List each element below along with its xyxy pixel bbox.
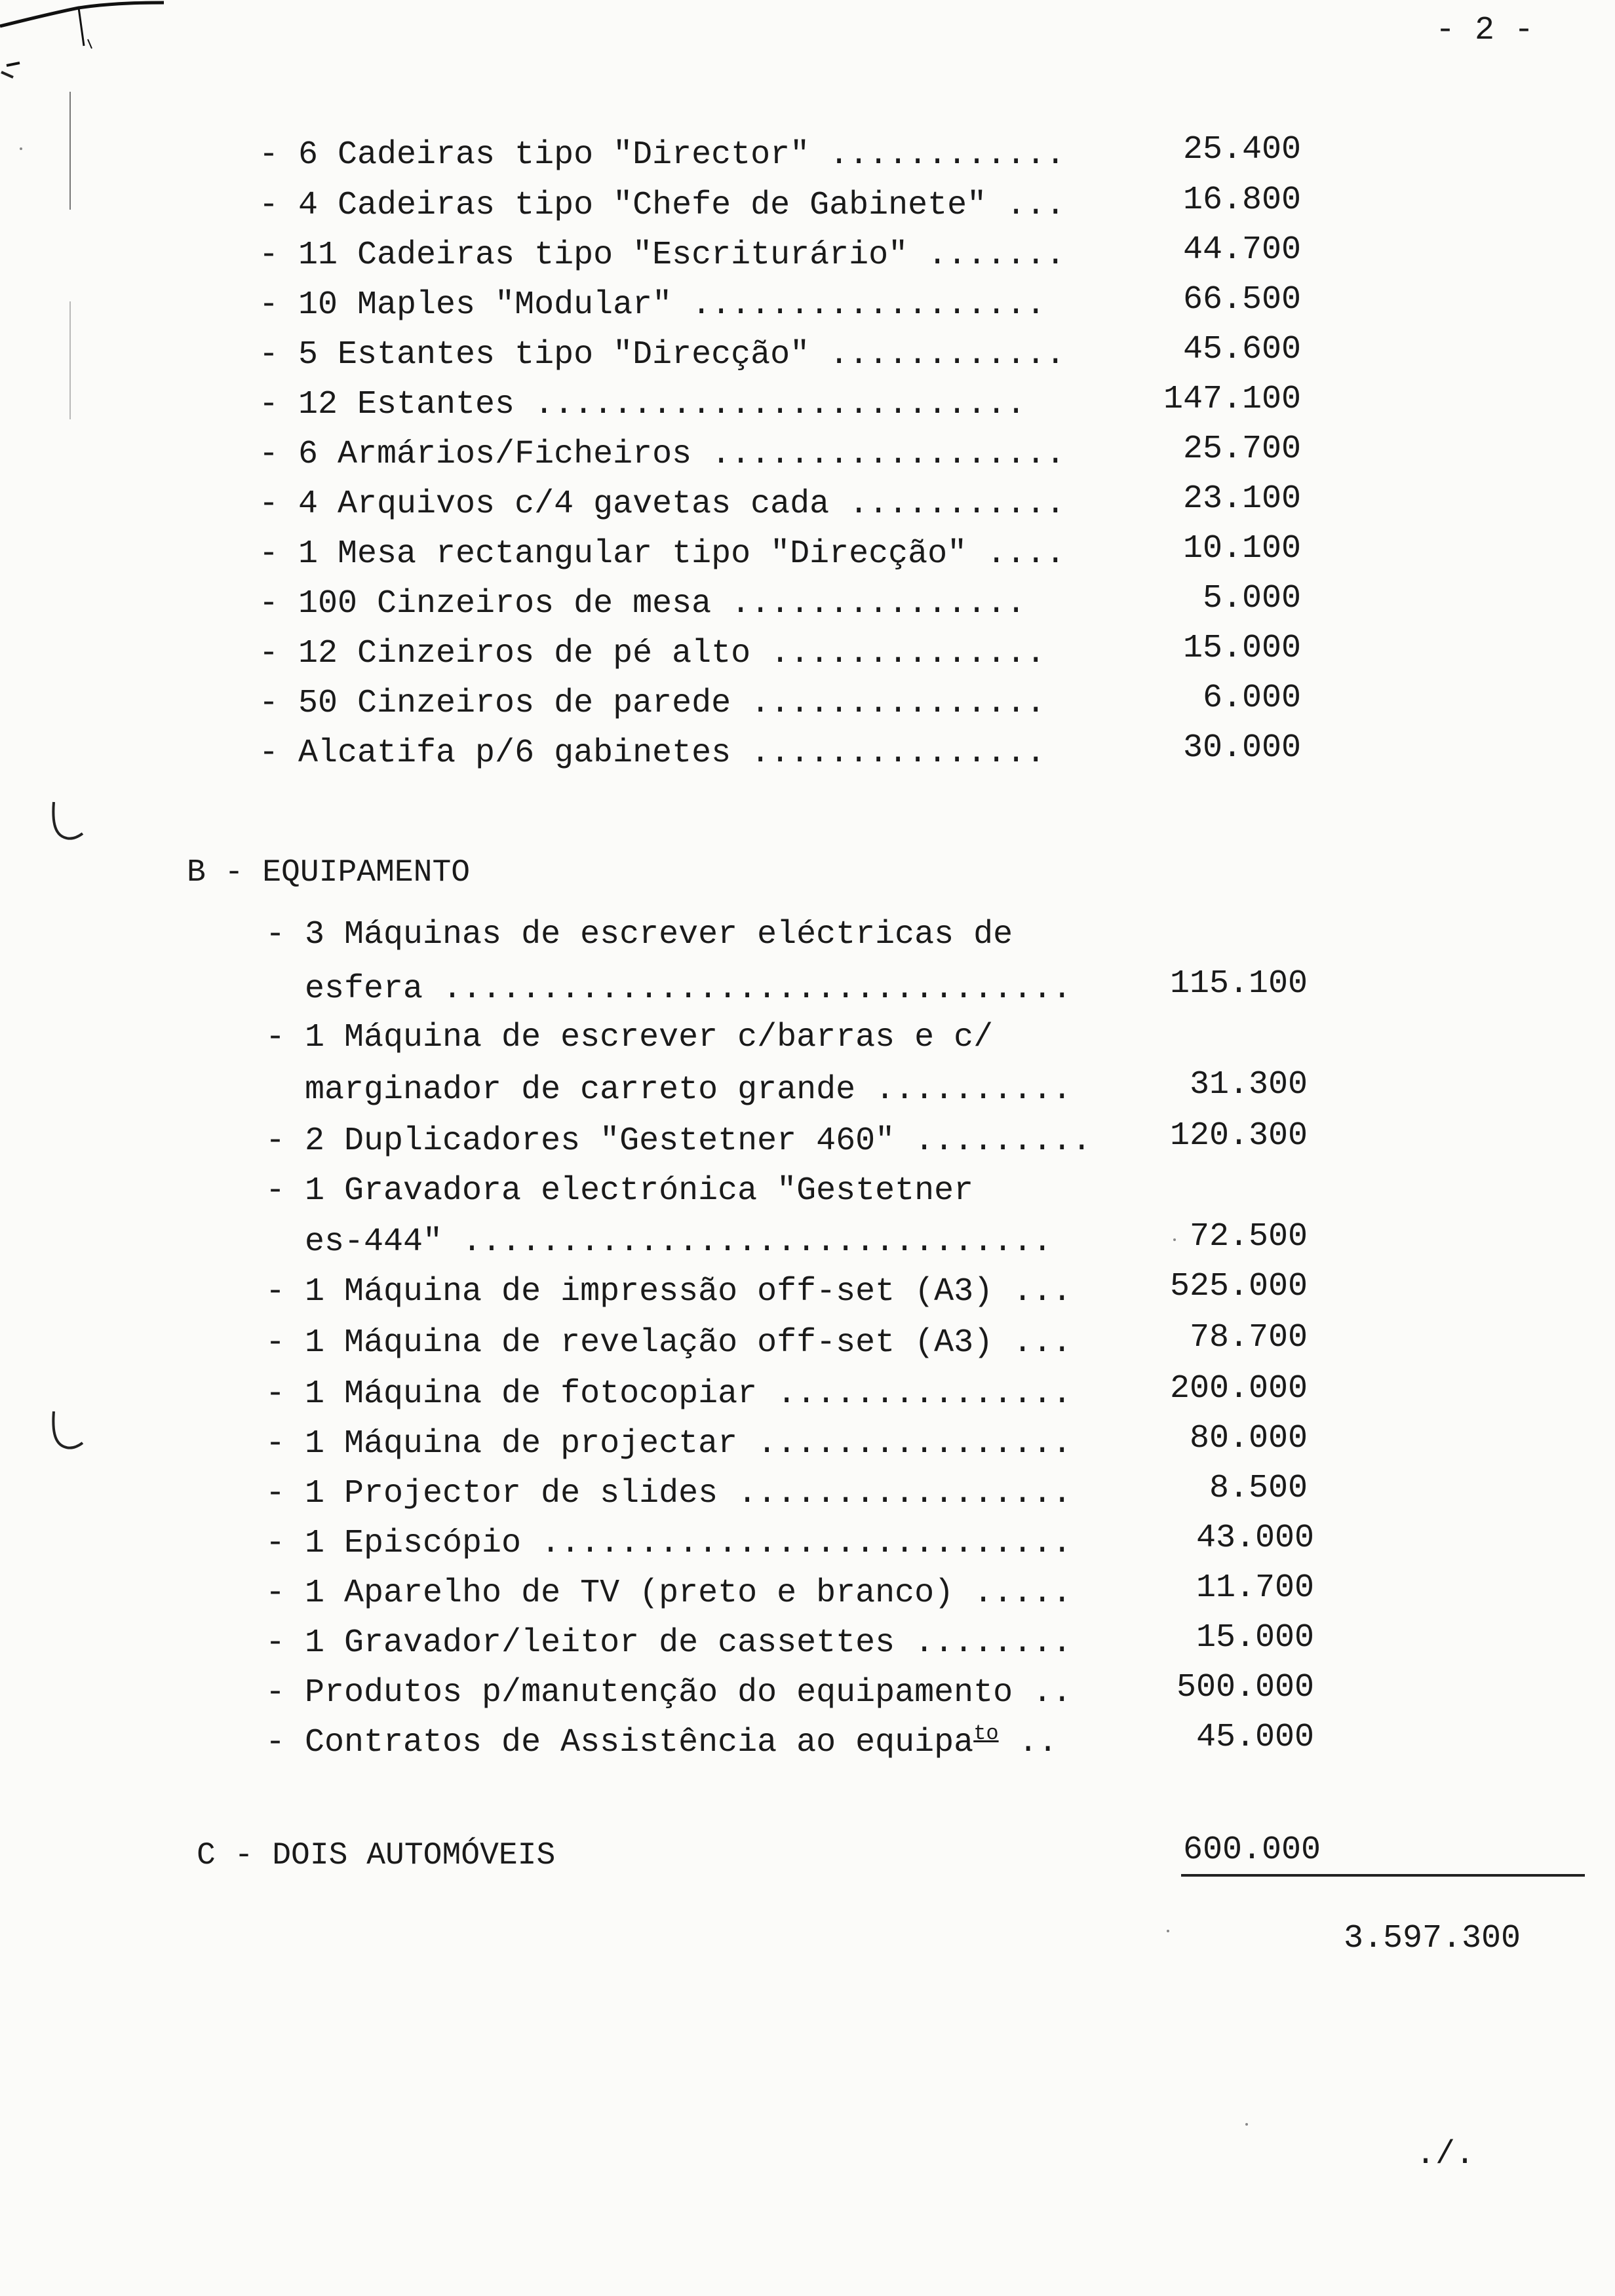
item-amount: 5.000 bbox=[1203, 580, 1302, 617]
item-amount: 30.000 bbox=[1183, 729, 1302, 767]
page-number: - 2 - bbox=[1435, 12, 1534, 49]
item-description: - 3 Máquinas de escrever eléctricas de bbox=[265, 916, 1013, 953]
item-description: es-444" .............................. bbox=[265, 1223, 1053, 1261]
list-item bbox=[265, 1017, 994, 1059]
list-item bbox=[265, 1520, 1315, 1565]
ink-speck bbox=[1167, 1930, 1169, 1932]
section-c-title: C - DOIS AUTOMÓVEIS bbox=[197, 1838, 556, 1873]
item-amount: 8.500 bbox=[1209, 1470, 1308, 1507]
list-item bbox=[259, 281, 1302, 326]
item-description: - 1 Aparelho de TV (preto e branco) ..... bbox=[265, 1575, 1072, 1612]
corner-ink-mark bbox=[0, 0, 170, 92]
item-description: - 10 Maples "Modular" .................. bbox=[259, 286, 1046, 324]
item-description: - Produtos p/manutenção do equipamento .. bbox=[265, 1674, 1072, 1712]
item-description: marginador de carreto grande .......... bbox=[265, 1071, 1072, 1109]
item-amount: 15.000 bbox=[1196, 1619, 1315, 1656]
margin-line bbox=[69, 92, 71, 210]
list-item bbox=[259, 331, 1302, 376]
item-amount: 43.000 bbox=[1196, 1520, 1315, 1557]
list-item bbox=[265, 1117, 1308, 1162]
item-description: - 1 Gravadora electrónica "Gestetner bbox=[265, 1172, 974, 1210]
item-description: - 1 Máquina de projectar ................ bbox=[265, 1425, 1072, 1463]
item-amount: 66.500 bbox=[1183, 281, 1302, 318]
item-description-text: - Contratos de Assistência ao equipa bbox=[265, 1724, 974, 1761]
list-item bbox=[259, 630, 1302, 675]
item-amount: 525.000 bbox=[1170, 1268, 1308, 1305]
list-item bbox=[265, 1370, 1308, 1415]
item-description: - 4 Arquivos c/4 gavetas cada ........... bbox=[259, 486, 1066, 523]
margin-hook-mark bbox=[45, 1409, 84, 1455]
item-description: - 1 Máquina de revelação off-set (A3) ... bbox=[265, 1324, 1072, 1362]
abbreviation-superscript: to bbox=[973, 1721, 999, 1746]
item-amount: 72.500 bbox=[1190, 1218, 1308, 1255]
continuation-mark: ./. bbox=[1416, 2136, 1475, 2173]
list-item bbox=[265, 1420, 1308, 1465]
item-description: - Alcatifa p/6 gabinetes ............... bbox=[259, 735, 1046, 772]
list-item bbox=[265, 1470, 1308, 1515]
list-item bbox=[265, 1619, 1315, 1664]
item-description: - 1 Projector de slides ................. bbox=[265, 1475, 1072, 1512]
list-item bbox=[259, 430, 1302, 476]
list-item bbox=[265, 1268, 1308, 1313]
list-item bbox=[265, 1569, 1315, 1615]
total-rule bbox=[1181, 1874, 1585, 1877]
list-item bbox=[259, 729, 1302, 775]
item-amount: 10.100 bbox=[1183, 530, 1302, 567]
item-amount: 78.700 bbox=[1190, 1319, 1308, 1356]
ink-speck bbox=[1173, 1238, 1176, 1241]
grand-total: 3.597.300 bbox=[1344, 1920, 1521, 1957]
item-description: - 1 Máquina de fotocopiar ............... bbox=[265, 1375, 1072, 1413]
item-amount: 23.100 bbox=[1183, 480, 1302, 518]
list-item bbox=[265, 1719, 1315, 1764]
item-description: - 6 Armários/Ficheiros .................. bbox=[259, 436, 1066, 473]
item-description bbox=[265, 1722, 1058, 1767]
list-item bbox=[265, 965, 1308, 1010]
list-item bbox=[259, 530, 1302, 575]
item-amount: 31.300 bbox=[1190, 1066, 1308, 1103]
item-amount: 200.000 bbox=[1170, 1370, 1308, 1407]
item-description: - 1 Gravador/leitor de cassettes ........ bbox=[265, 1624, 1072, 1662]
item-amount: 44.700 bbox=[1183, 231, 1302, 269]
list-item bbox=[259, 480, 1302, 526]
item-description: - 5 Estantes tipo "Direcção" ............ bbox=[259, 336, 1066, 373]
item-amount: 6.000 bbox=[1203, 679, 1302, 717]
item-description: esfera ................................ bbox=[265, 970, 1072, 1008]
item-amount: 120.300 bbox=[1170, 1117, 1308, 1155]
margin-hook-mark bbox=[45, 799, 84, 845]
ink-speck bbox=[20, 147, 22, 150]
item-amount: 45.600 bbox=[1183, 331, 1302, 368]
list-item bbox=[265, 1319, 1308, 1364]
item-description: - 1 Mesa rectangular tipo "Direcção" .... bbox=[259, 535, 1066, 573]
item-description: - 12 Estantes ......................... bbox=[259, 386, 1026, 423]
section-c-amount: 600.000 bbox=[1183, 1831, 1321, 1869]
item-description: - 1 Máquina de escrever c/barras e c/ bbox=[265, 1019, 994, 1056]
item-amount: 500.000 bbox=[1177, 1669, 1315, 1706]
item-description: - 1 Máquina de impressão off-set (A3) ... bbox=[265, 1273, 1072, 1311]
item-description: - 100 Cinzeiros de mesa ............... bbox=[259, 585, 1026, 622]
item-amount: 45.000 bbox=[1196, 1719, 1315, 1756]
item-description: - 4 Cadeiras tipo "Chefe de Gabinete" ... bbox=[259, 187, 1066, 224]
item-amount: 15.000 bbox=[1183, 630, 1302, 667]
list-item bbox=[259, 580, 1302, 625]
item-amount: 25.400 bbox=[1183, 131, 1302, 168]
list-item bbox=[259, 182, 1302, 227]
section-c-row bbox=[197, 1831, 1321, 1877]
list-item bbox=[265, 1669, 1315, 1714]
item-description: - 50 Cinzeiros de parede ............... bbox=[259, 685, 1046, 722]
section-b-title: B - EQUIPAMENTO bbox=[187, 855, 471, 890]
list-item bbox=[265, 1170, 974, 1212]
item-amount: 16.800 bbox=[1183, 182, 1302, 219]
item-amount: 147.100 bbox=[1163, 381, 1302, 418]
list-item bbox=[259, 131, 1302, 176]
item-description-dots: .. bbox=[998, 1724, 1058, 1761]
list-item bbox=[265, 1066, 1308, 1111]
item-description: - 2 Duplicadores "Gestetner 460" ......... bbox=[265, 1122, 1092, 1160]
item-description: - 12 Cinzeiros de pé alto .............. bbox=[259, 635, 1046, 672]
list-item bbox=[265, 1218, 1308, 1263]
item-description: - 11 Cadeiras tipo "Escriturário" ....... bbox=[259, 237, 1066, 274]
ink-speck bbox=[1245, 2123, 1248, 2126]
list-item bbox=[259, 679, 1302, 725]
item-amount: 115.100 bbox=[1170, 965, 1308, 1003]
item-description: - 1 Episcópio ........................... bbox=[265, 1525, 1072, 1562]
item-amount: 80.000 bbox=[1190, 1420, 1308, 1457]
list-item bbox=[265, 914, 1013, 956]
list-item bbox=[259, 381, 1302, 426]
item-amount: 25.700 bbox=[1183, 430, 1302, 468]
item-description: - 6 Cadeiras tipo "Director" ............ bbox=[259, 136, 1066, 174]
list-item bbox=[259, 231, 1302, 277]
item-amount: 11.700 bbox=[1196, 1569, 1315, 1607]
margin-line bbox=[69, 301, 71, 419]
